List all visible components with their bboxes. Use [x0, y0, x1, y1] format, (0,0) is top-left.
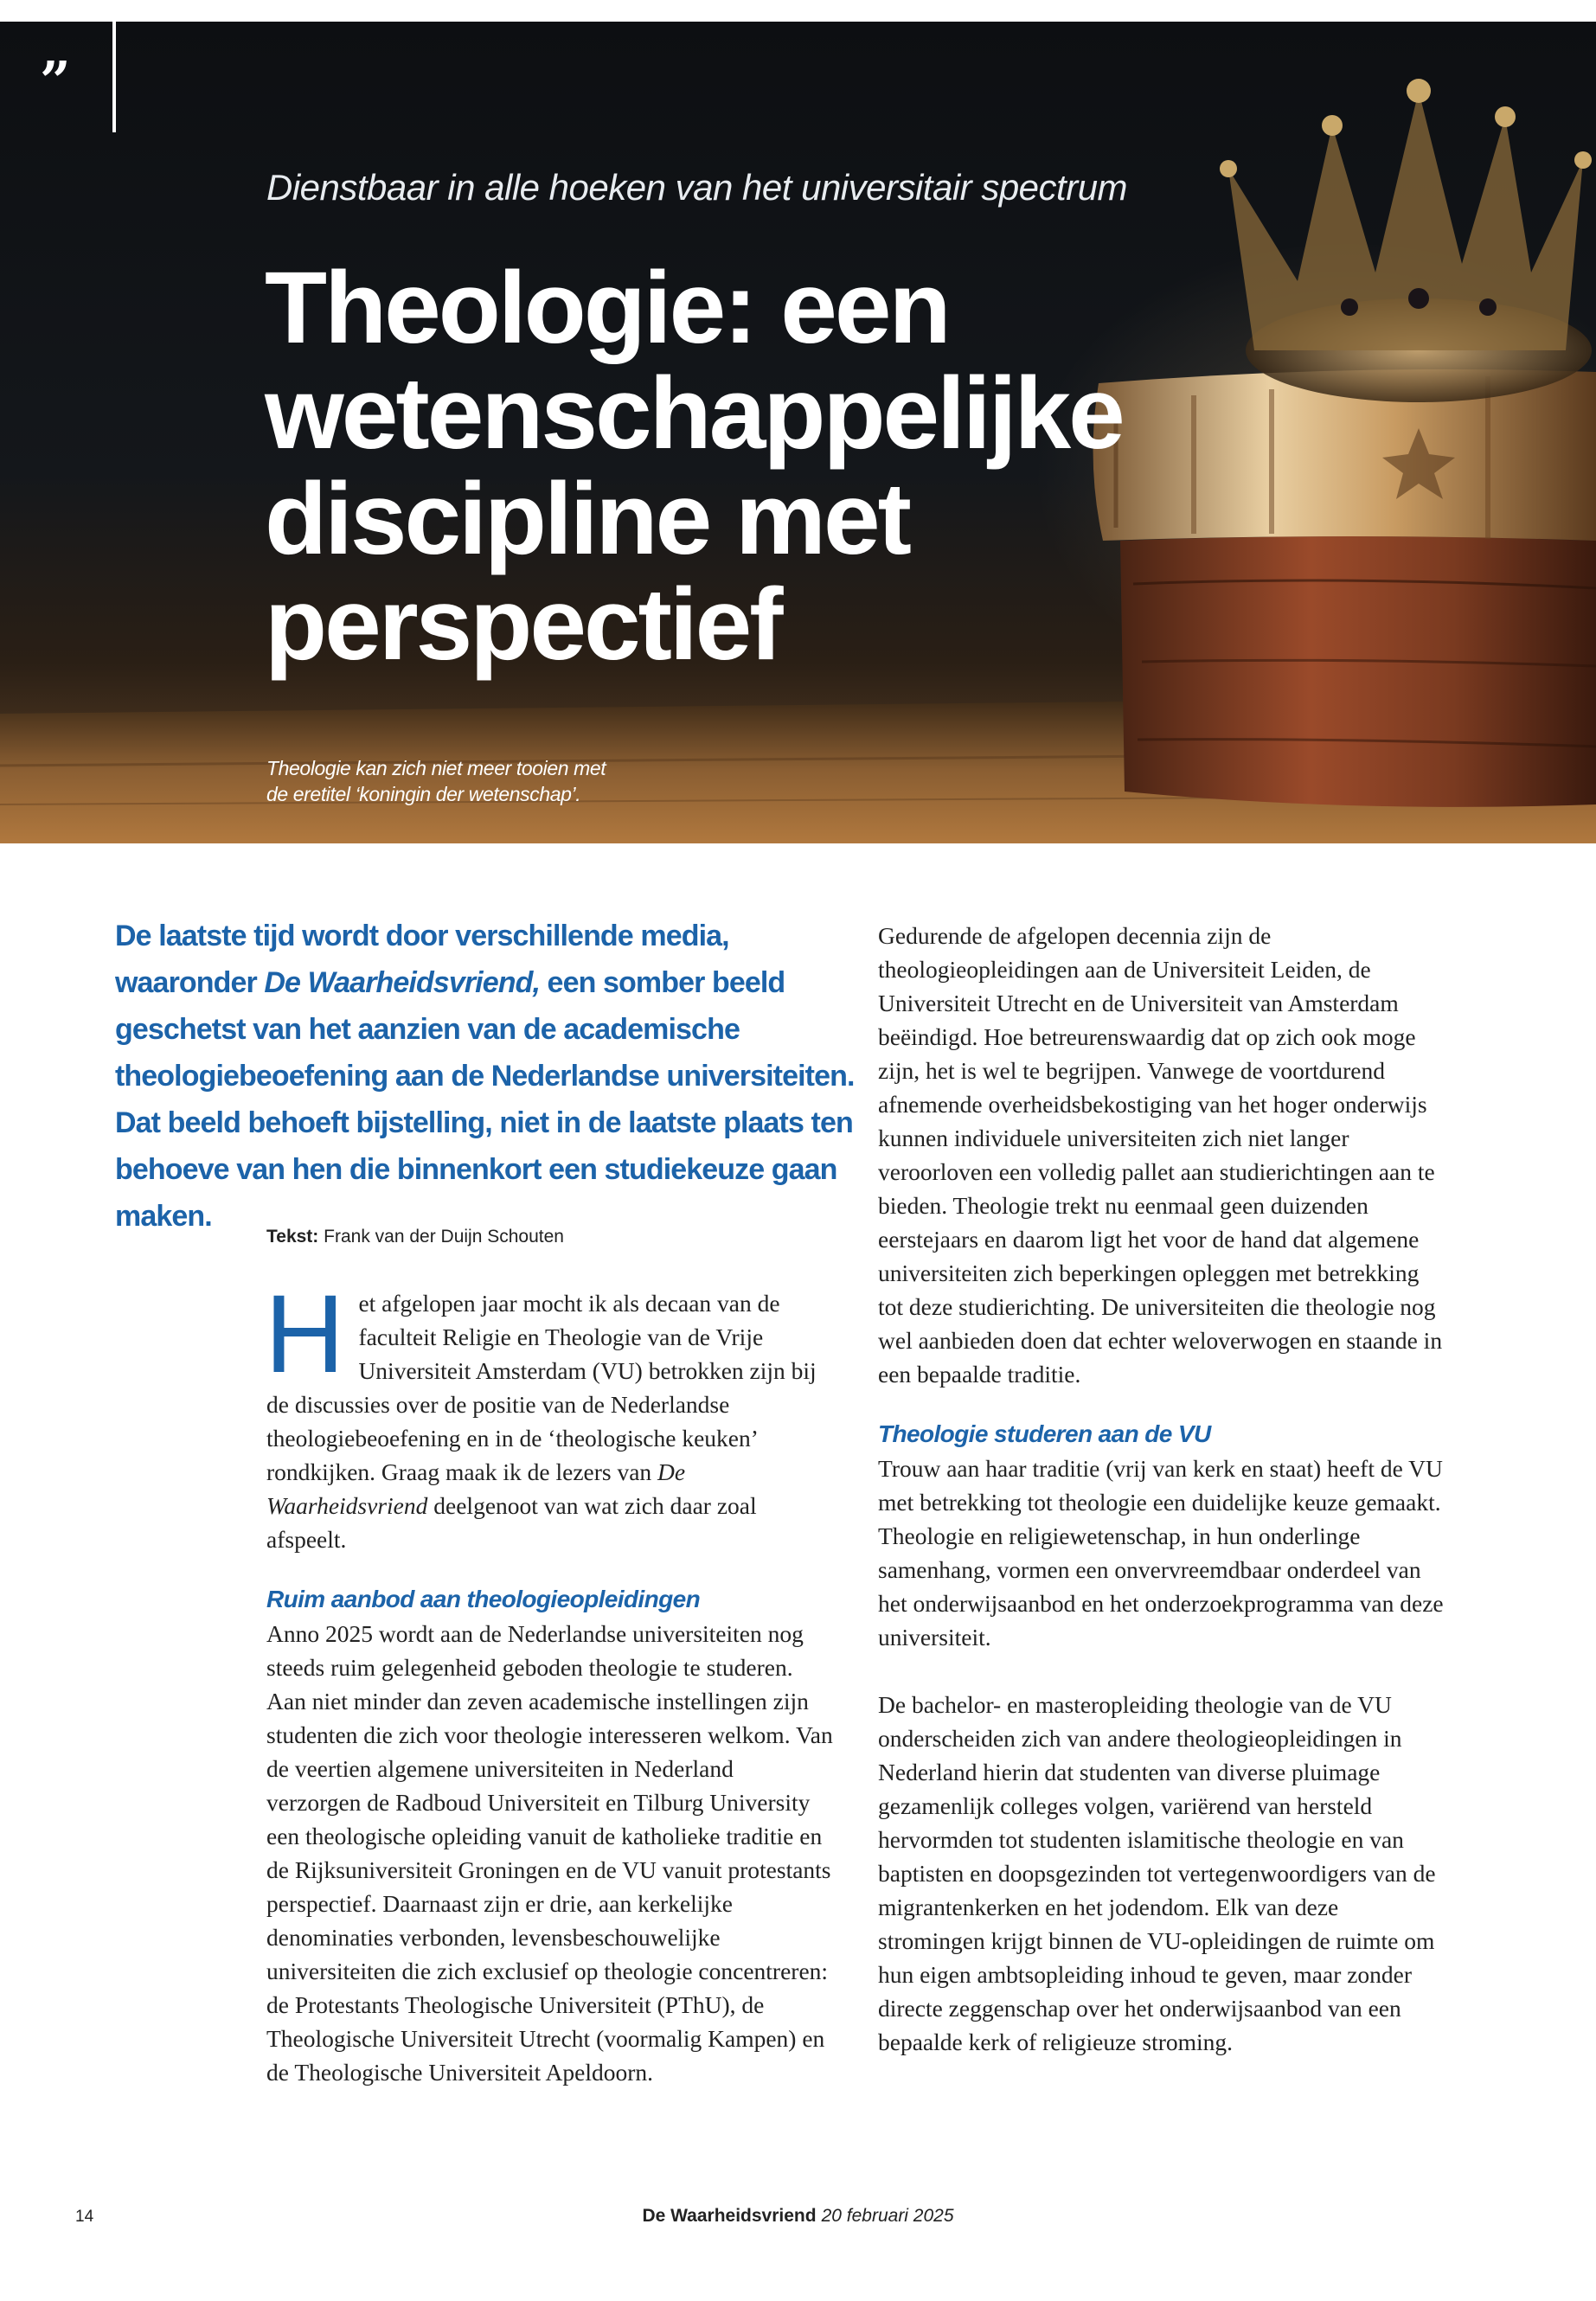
magazine-name: De Waarheidsvriend — [642, 2206, 817, 2226]
magazine-name-italic: De Waarheidsvriend — [266, 1458, 686, 1519]
quote-icon: ” — [40, 49, 71, 112]
lead-text: een somber beeld geschetst van het aanzien van de academische theologiebeoefening aan de Nederlandse universiteiten. Dat beeld behoeft bijstelling, niet in de laatste plaats ten behoeve van hen die binnenkort een studiekeuze gaan maken. — [115, 966, 855, 1233]
article-column-left — [265, 1272, 833, 2089]
title-line: Theologie: een — [265, 251, 949, 365]
byline-label: Tekst: — [266, 1227, 319, 1247]
spacer — [878, 1654, 1445, 1688]
caption-line: Theologie kan zich niet meer tooien met — [266, 757, 606, 779]
page-number: 14 — [75, 2208, 94, 2226]
lead-emphasis: De Waarheidsvriend, — [264, 966, 541, 999]
paragraph: Trouw aan haar traditie (vrij van kerk en staat) heeft de VU met betrekking tot theologie een duidelijke keuze gemaakt. Theologie en religiewetenschap, in hun onderlinge samenhang, vormen een onvervreemdbaar onderdeel van het onderwijsaanbod en het onderzoekprogramma van deze universiteit. — [878, 1455, 1444, 1650]
title-line: wetenschappelijke — [265, 356, 1123, 471]
paragraph: Anno 2025 wordt aan de Nederlandse universiteiten nog steeds ruim gelegenheid geboden theologie te studeren. Aan niet minder dan zeven academische instellingen zijn studenten die zich voor theologie interesseren welkom. Van de veertien algemene universiteiten in Nederland verzorgen de Radboud Universiteit en Tilburg University een theologische opleiding vanuit de katholieke traditie en de Rijksuniversiteit Groningen en de VU vanuit protestants perspectief. Daarnaast zijn er drie, aan kerkelijke denominaties verbonden, levensbeschouwelijke universiteiten die zich exclusief op theologie concentreren: de Protestants Theologische Universiteit (PThU), de Theologische Universiteit Utrecht (voormalig Kampen) en de Theologische Universiteit Apeldoorn. — [266, 1620, 833, 2086]
article-lead — [115, 913, 868, 1240]
byline — [266, 1227, 785, 1247]
quote-rule — [112, 22, 116, 132]
section-heading: Theologie studeren aan de VU — [878, 1420, 1211, 1447]
lead-text: De laatste tijd wordt door verschillende media, waaronder — [115, 920, 729, 999]
article-column-right — [878, 919, 1445, 2059]
dropcap: H — [265, 1272, 345, 1396]
byline-author: Frank van der Duijn Schouten — [324, 1227, 564, 1247]
paragraph-text: deelgenoot van wat zich daar zoal afspeelt. — [266, 1492, 757, 1553]
issue-date: 20 februari 2025 — [821, 2206, 954, 2226]
article-title — [265, 251, 1123, 682]
paragraph — [265, 1272, 833, 1556]
paragraph-text: et afgelopen jaar mocht ik als decaan van de faculteit Religie en Theologie van de Vrije Universiteit Amsterdam (VU) betrokken zijn bij de discussies over de positie van de Nederlandse theologiebeoefening en in de ‘theologische keuken’ rondkijken. Graag maak ik de lezers van — [266, 1290, 817, 1485]
article-kicker: Dienstbaar in alle hoeken van het universitair spectrum — [266, 167, 1128, 208]
section-heading: Ruim aanbod aan theologieopleidingen — [266, 1586, 701, 1612]
page-footer — [0, 2206, 1596, 2227]
hero-photo — [0, 22, 1596, 843]
paragraph: De bachelor- en masteropleiding theologie van de VU onderscheiden zich van andere theologieopleidingen in Nederland hierin dat studenten van diverse pluimage gezamenlijk colleges volgen, variërend van hersteld hervormden tot studenten islamitische theologie en van baptisten en doopsgezinden tot vertegenwoordigers van de migrantenkerken en het jodendom. Elk van deze stromingen krijgt binnen de VU-opleidingen de ruimte om hun eigen ambtsopleiding inhoud te geven, maar zonder directe zeggenschap over het onderwijsaanbod van een bepaalde kerk of religieuze stroming. — [878, 1691, 1436, 2055]
spacer — [266, 1556, 833, 1582]
spacer — [878, 1391, 1445, 1417]
title-line: discipline met — [265, 462, 909, 576]
title-line: perspectief — [265, 567, 781, 682]
photo-caption — [266, 755, 664, 807]
caption-line: de eretitel ‘koningin der wetenschap’. — [266, 783, 581, 805]
paragraph: Gedurende de afgelopen decennia zijn de theologieopleidingen aan de Universiteit Leiden, de Universiteit Utrecht en de Universiteit van Amsterdam beëindigd. Hoe betreurenswaardig dat op zich ook moge zijn, het is wel te begrijpen. Vanwege de voortdurend afnemende overheidsbekostiging van het hoger onderwijs kunnen individuele universiteiten zich niet langer veroorloven een volledig pallet aan studierichtingen aan te bieden. Theologie trekt nu eenmaal geen duizenden eerstejaars en daarom ligt het voor de hand dat algemene universiteiten zich beperkingen opleggen met betrekking tot deze studierichting. De universiteiten die theologie nog wel aanbieden doen dat echter weloverwogen en staande in een bepaalde traditie. — [878, 922, 1443, 1388]
